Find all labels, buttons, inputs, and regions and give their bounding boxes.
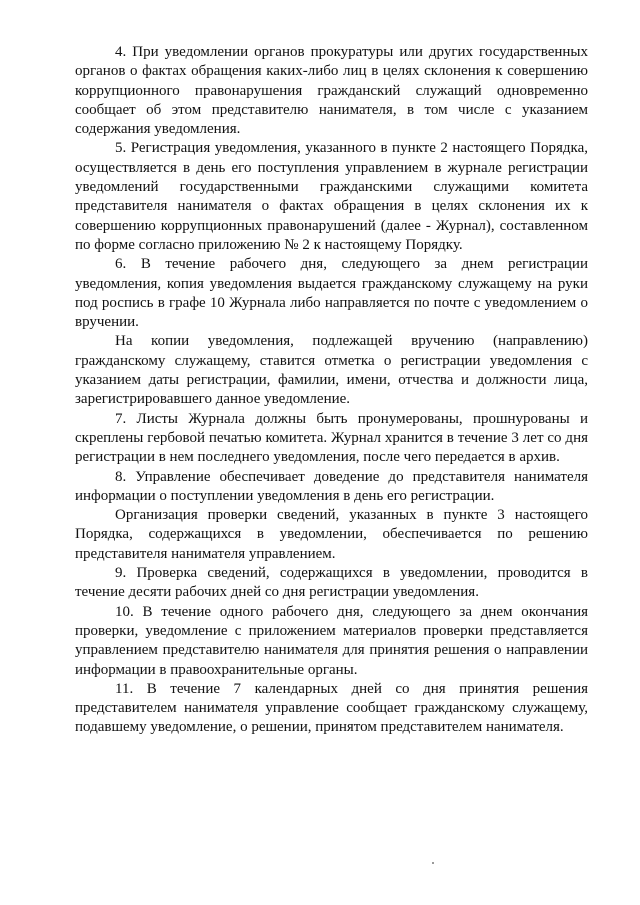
scan-speck <box>432 862 434 864</box>
document-page <box>75 43 588 738</box>
paragraph-6: 6. В течение рабочего дня, следующего за днем регистрации уведомления, копия уведомления выдается гражданскому служащему на руки под роспись в графе 10 Журнала либо направляется по почте с уведомлением о вручении. <box>75 256 588 331</box>
paragraph-11: 11. В течение 7 календарных дней со дня принятия решения представителем нанимателя управление сообщает гражданскому служащему, подавшему уведомление, о решении, принятом представителем нанимателя. <box>75 680 588 736</box>
paragraph-4: 4. При уведомлении органов прокуратуры или других государственных органов о фактах обращения каких-либо лиц в целях склонения к совершению коррупционного правонарушения гражданский служащий одновременно сообщает об этом представителю нанимателя, в том числе с указанием содержания уведомления. <box>75 44 588 138</box>
paragraph-5: 5. Регистрация уведомления, указанного в пункте 2 настоящего Порядка, осуществляется в день его поступления управлением в журнале регистрации уведомлений государственными гражданскими служащими комитета представителя нанимателя о фактах обращения в целях склонения их к совершению коррупционных правонарушений (далее - Журнал), составленном по форме согласно приложению № 2 к настоящему Порядку. <box>75 140 588 253</box>
paragraph-8-verification: Организация проверки сведений, указанных в пункте 3 настоящего Порядка, содержащихся в уведомлении, обеспечивается по решению представителя нанимателя управлением. <box>75 507 588 562</box>
paragraph-10: 10. В течение одного рабочего дня, следующего за днем окончания проверки, уведомление с приложением материалов проверки представляется управлением представителю нанимателя для принятия решения о направлении информации в правоохранительные органы. <box>75 603 588 678</box>
paragraph-6-copy-mark: На копии уведомления, подлежащей вручению (направлению) гражданскому служащему, ставится отметка о регистрации уведомления с указанием даты регистрации, фамилии, имени, отчества и должности лица, зарегистрировавшего данное уведомление. <box>75 333 588 408</box>
paragraph-7: 7. Листы Журнала должны быть пронумерованы, прошнурованы и скреплены гербовой печатью комитета. Журнал хранится в течение 3 лет со дня регистрации в нем последнего уведомления, после чего передается в архив. <box>75 410 588 466</box>
paragraph-9: 9. Проверка сведений, содержащихся в уведомлении, проводится в течение десяти рабочих дней со дня регистрации уведомления. <box>75 565 588 601</box>
paragraph-8: 8. Управление обеспечивает доведение до представителя нанимателя информации о поступлении уведомления в день его регистрации. <box>75 468 588 504</box>
